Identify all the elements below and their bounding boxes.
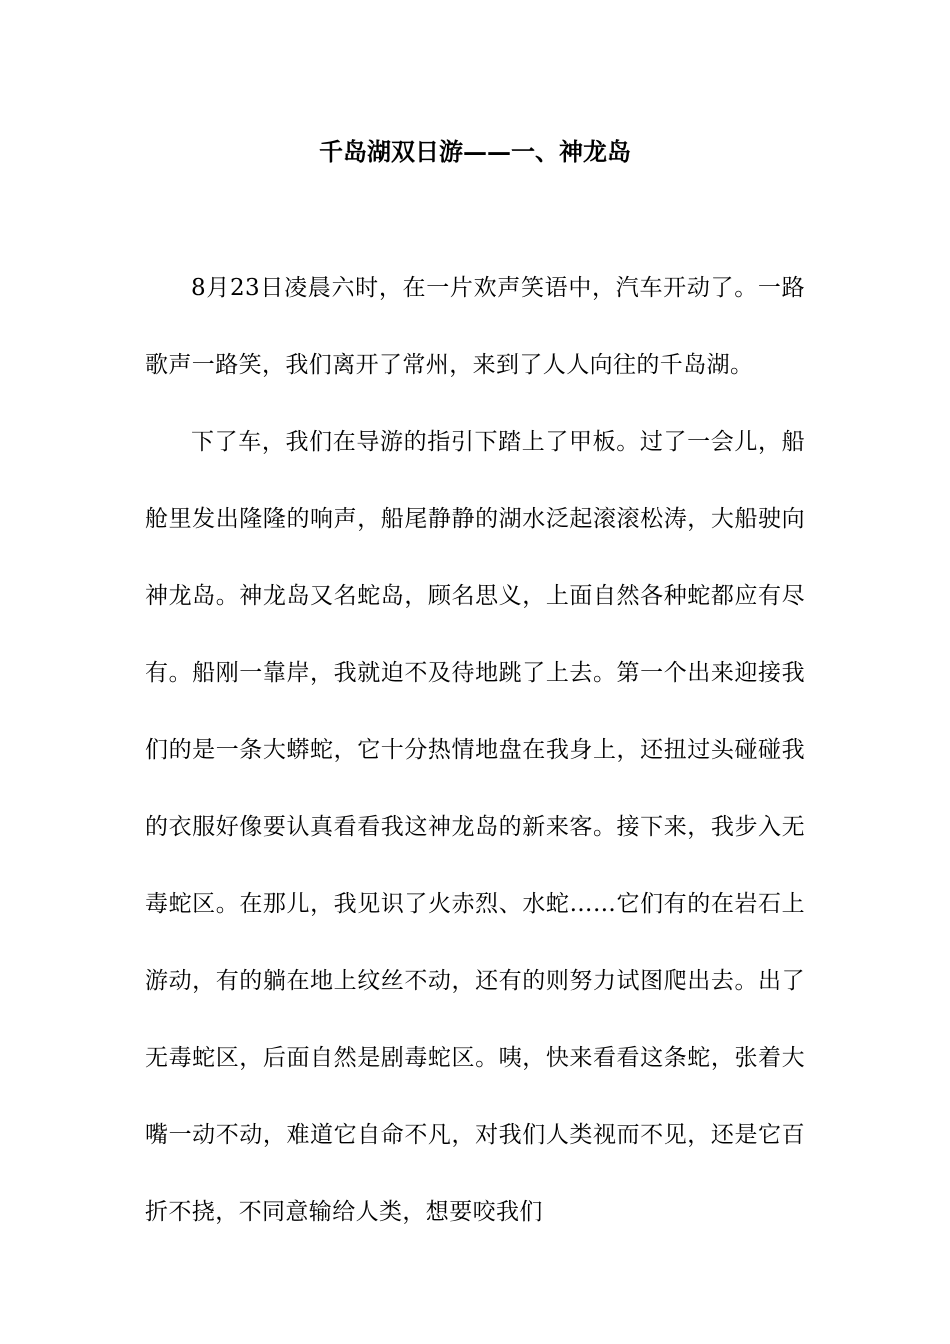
- document-body: [145, 250, 805, 1251]
- paragraph-1: 8月23日凌晨六时，在一片欢声笑语中，汽车开动了。一路歌声一路笑，我们离开了常州，来到了人人向往的千岛湖。: [145, 275, 805, 378]
- document-title: 千岛湖双日游——一、神龙岛: [319, 137, 631, 166]
- paragraph-2: 下了车，我们在导游的指引下踏上了甲板。过了一会儿，船舱里发出隆隆的响声，船尾静静的湖水泛起滚滚松涛，大船驶向神龙岛。神龙岛又名蛇岛，顾名思义，上面自然各种蛇都应有尽有。船刚一靠岸，我就迫不及待地跳了上去。第一个出来迎接我们的是一条大蟒蛇，它十分热情地盘在我身上，还扭过头碰碰我的衣服好像要认真看看我这神龙岛的新来客。接下来，我步入无毒蛇区。在那儿，我见识了火赤烈、水蛇……它们有的在岩石上游动，有的躺在地上纹丝不动，还有的则努力试图爬出去。出了无毒蛇区，后面自然是剧毒蛇区。咦，快来看看这条蛇，张着大嘴一动不动，难道它自命不凡，对我们人类视而不见，还是它百折不挠，不同意输给人类，想要咬我们: [145, 429, 805, 1225]
